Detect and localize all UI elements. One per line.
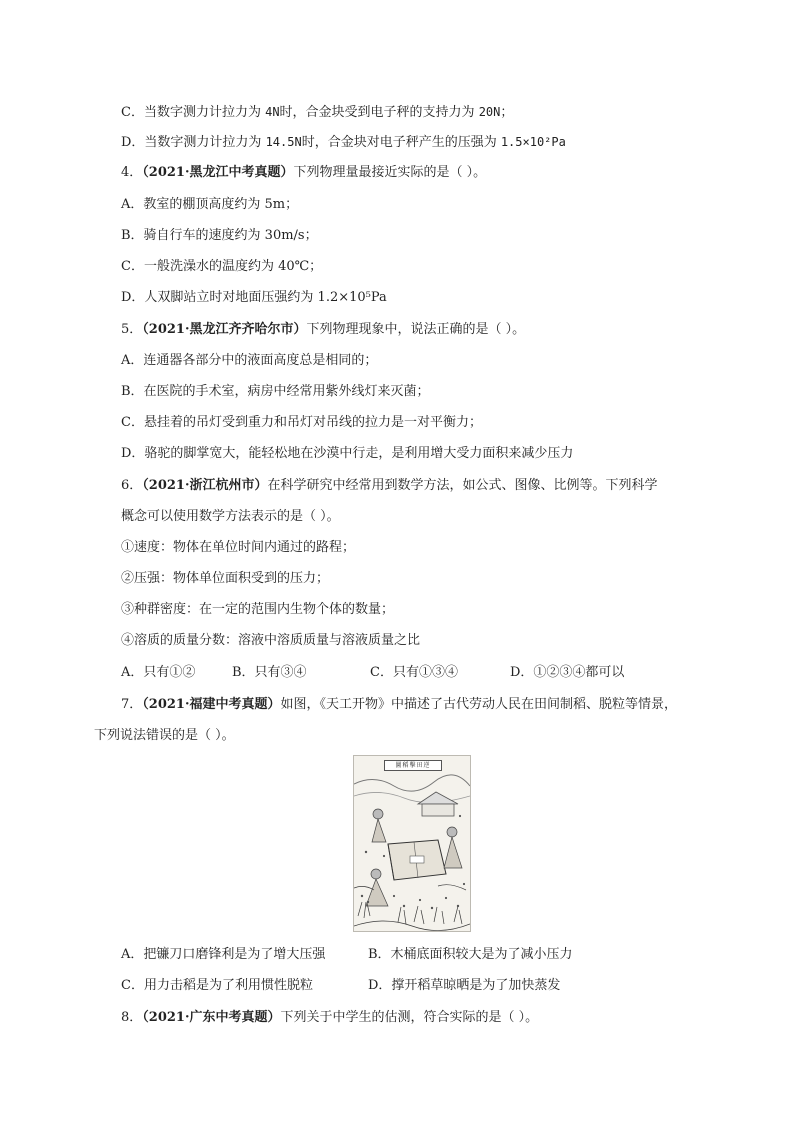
- q7-option-d: D．撑开稻草晾晒是为了加快蒸发: [368, 978, 561, 993]
- text: D．当数字测力计拉力为: [121, 135, 266, 150]
- question-source: （2021·福建中考真题）: [142, 697, 281, 712]
- q7-stem-line1: [121, 696, 677, 714]
- value: 20N: [478, 105, 501, 119]
- question-number: 6．: [121, 478, 143, 493]
- q6-item-4: ④溶质的质量分数：溶液中溶质质量与溶液质量之比: [121, 633, 421, 648]
- question-number: 8．: [121, 1010, 143, 1025]
- q6-option-a: A．只有①②: [121, 665, 196, 680]
- text: ；: [500, 105, 514, 120]
- value: 1.5×10²Pa: [500, 135, 566, 149]
- q6-option-d: D．①②③④都可以: [510, 665, 625, 680]
- q5-option-d: D．骆驼的脚掌宽大，能轻松地在沙漠中行走，是利用增大受力面积来减少压力: [121, 446, 574, 461]
- q6-option-c: C．只有①③④: [370, 665, 458, 680]
- question-number: 7．: [121, 697, 143, 712]
- woodcut-drawing: [354, 756, 470, 931]
- question-source: （2021·黑龙江齐齐哈尔市）: [142, 322, 307, 337]
- question-source: （2021·广东中考真题）: [142, 1010, 281, 1025]
- q3-option-c: [121, 103, 513, 122]
- question-text: 下列物理现象中，说法正确的是（ ）。: [306, 322, 526, 337]
- text: 时，合金块受到电子秤的支持力为: [279, 105, 479, 120]
- text: C．当数字测力计拉力为: [121, 105, 266, 120]
- q4-option-c: C．一般洗澡水的温度约为 40℃；: [121, 259, 323, 274]
- q6-item-1: ①速度：物体在单位时间内通过的路程；: [121, 540, 356, 555]
- question-text: 如图，《天工开物》中描述了古代劳动人民在田间制稻、脱粒等情景，: [280, 697, 678, 712]
- q7-option-c: C．用力击稻是为了利用惯性脱粒: [121, 978, 313, 993]
- value: 4N: [265, 105, 280, 119]
- q4-option-b: B．骑自行车的速度约为 30m/s；: [121, 228, 318, 243]
- question-text: 下列物理量最接近实际的是（ ）。: [293, 165, 487, 180]
- q4-option-d: D．人双脚站立时对地面压强约为 1.2×10⁵Pa: [121, 290, 387, 305]
- text: 时，合金块对电子秤产生的压强为: [301, 135, 501, 150]
- q6-stem-line2: 概念可以使用数学方法表示的是（ ）。: [121, 509, 340, 524]
- q5-option-c: C．悬挂着的吊灯受到重力和吊灯对吊线的拉力是一对平衡力；: [121, 415, 482, 430]
- q3-option-d: [121, 133, 566, 152]
- question-number: 4．: [121, 165, 143, 180]
- q7-option-a: A．把镰刀口磨锋利是为了增大压强: [121, 947, 326, 962]
- q7-option-b: B．木桶底面积较大是为了减小压力: [368, 947, 573, 962]
- q6-item-2: ②压强：物体单位面积受到的压力；: [121, 571, 330, 586]
- question-source: （2021·浙江杭州市）: [142, 478, 268, 493]
- q5-option-a: A．连通器各部分中的液面高度总是相同的；: [121, 353, 378, 368]
- question-text: 下列关于中学生的估测，符合实际的是（ ）。: [280, 1010, 539, 1025]
- question-text: 在科学研究中经常用到数学方法，如公式、图像、比例等。下列科学: [267, 478, 658, 493]
- figure-title: 圖稻擊田逆: [384, 760, 442, 771]
- value: 14.5N: [265, 135, 302, 149]
- q7-stem-line2: 下列说法错误的是（ ）。: [94, 728, 235, 743]
- q4-option-a: A．教室的棚顶高度约为 5m；: [121, 197, 299, 212]
- q8-stem: [121, 1009, 538, 1027]
- q5-stem: [121, 321, 525, 339]
- question-source: （2021·黑龙江中考真题）: [142, 165, 294, 180]
- q6-option-b: B．只有③④: [232, 665, 307, 680]
- q4-stem: [121, 164, 486, 182]
- tiangong-kaiwu-illustration: [353, 755, 471, 932]
- q5-option-b: B．在医院的手术室，病房中经常用紫外线灯来灭菌；: [121, 384, 430, 399]
- q6-stem-line1: [121, 477, 658, 495]
- q6-item-3: ③种群密度：在一定的范围内生物个体的数量；: [121, 602, 395, 617]
- question-number: 5．: [121, 322, 143, 337]
